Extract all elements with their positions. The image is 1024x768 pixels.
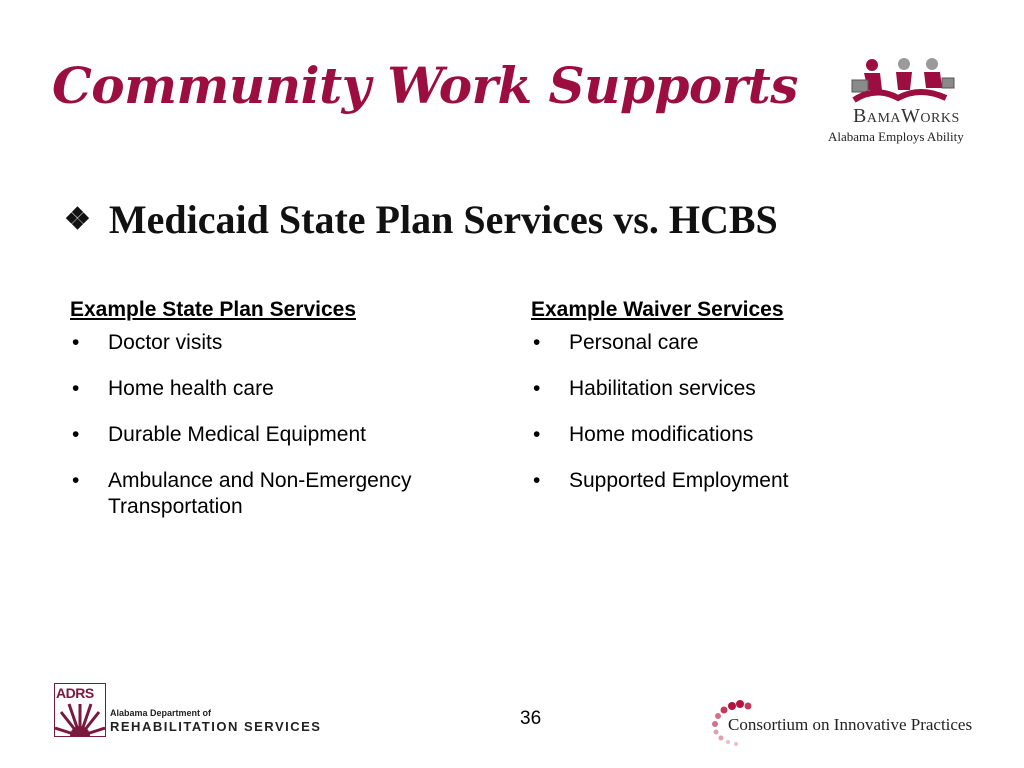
state-plan-list	[70, 330, 468, 520]
waiver-heading: Example Waiver Services	[531, 298, 784, 321]
list-item: • Supported Employment	[531, 468, 929, 494]
bamaworks-name: BamaWorks	[853, 105, 960, 127]
bamaworks-tagline: Alabama Employs Ability	[828, 129, 964, 144]
adrs-emblem	[54, 683, 106, 737]
list-item: • Habilitation services	[531, 376, 929, 402]
consortium-logo	[710, 700, 990, 748]
slide-title: Community Work Supports	[52, 56, 798, 115]
diamond-cluster-icon: ❖	[64, 203, 91, 236]
list-item: • Personal care	[531, 330, 929, 356]
subheading-text: Medicaid State Plan Services vs. HCBS	[108, 197, 778, 242]
list-item: • Durable Medical Equipment	[70, 422, 468, 448]
state-plan-heading: Example State Plan Services	[70, 298, 356, 321]
adrs-line-1: Alabama Department of	[110, 708, 212, 718]
consortium-name: Consortium on Innovative Practices	[728, 715, 973, 734]
list-item: • Doctor visits	[70, 330, 468, 356]
bamaworks-logo	[826, 56, 976, 148]
adrs-line-2: REHABILITATION SERVICES	[110, 719, 322, 734]
adrs-logo	[54, 683, 322, 739]
waiver-column	[531, 298, 929, 514]
adrs-abbreviation: ADRS	[56, 685, 94, 701]
list-item: • Ambulance and Non-Emergency Transportation	[70, 468, 468, 520]
state-plan-column	[70, 298, 468, 540]
list-item: • Home modifications	[531, 422, 929, 448]
people-at-work-icon	[846, 56, 956, 106]
sunburst-icon	[55, 698, 105, 736]
list-item: • Home health care	[70, 376, 468, 402]
waiver-list	[531, 330, 929, 494]
slide-subheading	[64, 196, 778, 243]
page-number: 36	[520, 708, 542, 729]
